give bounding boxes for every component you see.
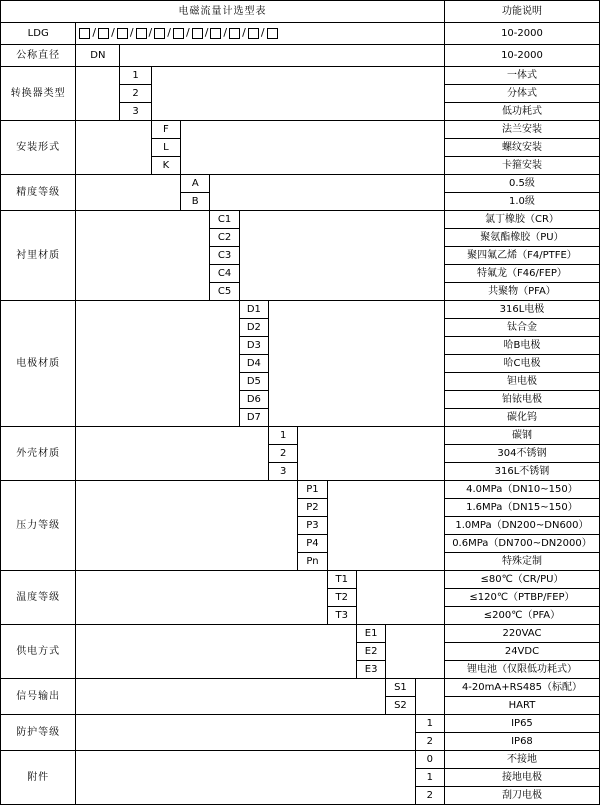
desc-lining-5: 共聚物（PFA） bbox=[444, 283, 599, 301]
desc-converter-2: 分体式 bbox=[444, 85, 599, 103]
desc-pressure-4: 0.6MPa（DN700~DN2000） bbox=[444, 535, 599, 553]
code-housing-3: 3 bbox=[269, 463, 298, 481]
desc-electrode-3: 哈B电极 bbox=[444, 337, 599, 355]
code-lining-4: C4 bbox=[210, 265, 239, 283]
code-box bbox=[117, 28, 128, 39]
desc-protection-1: IP65 bbox=[444, 715, 599, 733]
code-box bbox=[192, 28, 203, 39]
code-pressure-1: P1 bbox=[298, 481, 327, 499]
code-pressure-2: P2 bbox=[298, 499, 327, 517]
code-box bbox=[229, 28, 240, 39]
desc-electrode-1: 316L电极 bbox=[444, 301, 599, 319]
category-accessories: 附件 bbox=[1, 751, 76, 805]
code-protection-1: 1 bbox=[415, 715, 444, 733]
model-prefix: LDG bbox=[1, 23, 76, 45]
code-electrode-2: D2 bbox=[239, 319, 268, 337]
category-converter-type: 转换器类型 bbox=[1, 67, 76, 121]
desc-mounting-2: 螺纹安装 bbox=[444, 139, 599, 157]
desc-lining-1: 氯丁橡胶（CR） bbox=[444, 211, 599, 229]
desc-housing-1: 碳钢 bbox=[444, 427, 599, 445]
code-power-3: E3 bbox=[356, 661, 385, 679]
category-accuracy-class: 精度等级 bbox=[1, 175, 76, 211]
code-electrode-1: D1 bbox=[239, 301, 268, 319]
code-separator: / bbox=[148, 26, 153, 40]
code-box bbox=[136, 28, 147, 39]
desc-converter-1: 一体式 bbox=[444, 67, 599, 85]
code-accessory-2: 1 bbox=[415, 769, 444, 787]
code-electrode-7: D7 bbox=[239, 409, 268, 427]
code-separator: / bbox=[223, 26, 228, 40]
desc-mounting-1: 法兰安装 bbox=[444, 121, 599, 139]
desc-electrode-5: 钽电极 bbox=[444, 373, 599, 391]
code-signal-2: S2 bbox=[386, 697, 415, 715]
desc-accessory-3: 刮刀电极 bbox=[444, 787, 599, 805]
code-mounting-1: F bbox=[151, 121, 180, 139]
desc-protection-2: IP68 bbox=[444, 733, 599, 751]
code-box bbox=[154, 28, 165, 39]
spacer-cell bbox=[76, 481, 298, 571]
desc-pressure-3: 1.0MPa（DN200~DN600） bbox=[444, 517, 599, 535]
spacer-cell bbox=[76, 427, 269, 481]
code-pressure-5: Pn bbox=[298, 553, 327, 571]
function-header: 功能说明 bbox=[444, 1, 599, 23]
desc-signal-1: 4-20mA+RS485（标配） bbox=[444, 679, 599, 697]
code-power-1: E1 bbox=[356, 625, 385, 643]
code-accuracy-1: A bbox=[181, 175, 210, 193]
spacer-cell bbox=[76, 571, 327, 625]
code-box bbox=[248, 28, 259, 39]
code-box bbox=[79, 28, 90, 39]
code-power-2: E2 bbox=[356, 643, 385, 661]
spacer-cell bbox=[76, 67, 120, 121]
code-electrode-6: D6 bbox=[239, 391, 268, 409]
desc-signal-2: HART bbox=[444, 697, 599, 715]
code-lining-5: C5 bbox=[210, 283, 239, 301]
desc-pressure-1: 4.0MPa（DN10~150） bbox=[444, 481, 599, 499]
desc-converter-3: 低功耗式 bbox=[444, 103, 599, 121]
desc-mounting-3: 卡箍安装 bbox=[444, 157, 599, 175]
spacer-cell bbox=[181, 121, 445, 175]
code-temperature-2: T2 bbox=[327, 589, 356, 607]
desc-accessory-2: 接地电极 bbox=[444, 769, 599, 787]
spacer-cell bbox=[76, 121, 151, 175]
code-electrode-4: D4 bbox=[239, 355, 268, 373]
spacer-cell bbox=[76, 625, 357, 679]
model-code-pattern bbox=[76, 23, 445, 45]
code-housing-1: 1 bbox=[269, 427, 298, 445]
spacer-cell bbox=[210, 175, 445, 211]
category-housing-material: 外壳材质 bbox=[1, 427, 76, 481]
desc-dn-range: 10-2000 bbox=[444, 23, 599, 45]
spacer-cell bbox=[415, 679, 444, 715]
desc-temperature-3: ≤200℃（PFA） bbox=[444, 607, 599, 625]
code-box bbox=[173, 28, 184, 39]
code-accessory-1: 0 bbox=[415, 751, 444, 769]
code-electrode-5: D5 bbox=[239, 373, 268, 391]
code-signal-1: S1 bbox=[386, 679, 415, 697]
code-converter-3: 3 bbox=[120, 103, 151, 121]
spacer-cell bbox=[269, 301, 445, 427]
code-pressure-4: P4 bbox=[298, 535, 327, 553]
code-housing-2: 2 bbox=[269, 445, 298, 463]
desc-dn-range-2: 10-2000 bbox=[444, 45, 599, 67]
desc-accuracy-2: 1.0级 bbox=[444, 193, 599, 211]
code-temperature-1: T1 bbox=[327, 571, 356, 589]
desc-housing-3: 316L不锈钢 bbox=[444, 463, 599, 481]
code-protection-2: 2 bbox=[415, 733, 444, 751]
code-temperature-3: T3 bbox=[327, 607, 356, 625]
code-separator: / bbox=[92, 26, 97, 40]
code-box bbox=[98, 28, 109, 39]
code-separator: / bbox=[260, 26, 265, 40]
page-title: 电磁流量计选型表 bbox=[1, 1, 445, 23]
spacer-cell bbox=[151, 67, 444, 121]
desc-temperature-1: ≤80℃（CR/PU） bbox=[444, 571, 599, 589]
code-electrode-3: D3 bbox=[239, 337, 268, 355]
code-pressure-3: P3 bbox=[298, 517, 327, 535]
code-separator: / bbox=[242, 26, 246, 40]
spacer-cell bbox=[76, 211, 210, 301]
spacer-cell bbox=[76, 679, 386, 715]
desc-electrode-2: 钛合金 bbox=[444, 319, 599, 337]
spacer-cell bbox=[356, 571, 444, 625]
code-separator: / bbox=[204, 26, 209, 40]
code-lining-1: C1 bbox=[210, 211, 239, 229]
spacer-cell bbox=[76, 175, 181, 211]
category-signal-output: 信号输出 bbox=[1, 679, 76, 715]
desc-temperature-2: ≤120℃（PTBP/FEP） bbox=[444, 589, 599, 607]
spacer-cell bbox=[76, 751, 415, 805]
spacer-cell bbox=[239, 211, 444, 301]
spacer-cell bbox=[327, 481, 444, 571]
code-accessory-3: 2 bbox=[415, 787, 444, 805]
code-separator: / bbox=[111, 26, 115, 40]
code-lining-3: C3 bbox=[210, 247, 239, 265]
desc-lining-3: 聚四氟乙烯（F4/PTFE） bbox=[444, 247, 599, 265]
spacer-cell bbox=[298, 427, 445, 481]
desc-power-1: 220VAC bbox=[444, 625, 599, 643]
desc-accuracy-1: 0.5级 bbox=[444, 175, 599, 193]
code-converter-2: 2 bbox=[120, 85, 151, 103]
desc-electrode-4: 哈C电极 bbox=[444, 355, 599, 373]
spacer-cell bbox=[120, 45, 445, 67]
category-protection-class: 防护等级 bbox=[1, 715, 76, 751]
category-temperature-rating: 温度等级 bbox=[1, 571, 76, 625]
desc-power-2: 24VDC bbox=[444, 643, 599, 661]
category-mounting-type: 安装形式 bbox=[1, 121, 76, 175]
spacer-cell bbox=[76, 301, 239, 427]
code-converter-1: 1 bbox=[120, 67, 151, 85]
code-separator: / bbox=[167, 26, 171, 40]
code-lining-2: C2 bbox=[210, 229, 239, 247]
code-box bbox=[267, 28, 278, 39]
code-separator: / bbox=[185, 26, 190, 40]
code-mounting-3: K bbox=[151, 157, 180, 175]
desc-lining-2: 聚氨酯橡胶（PU） bbox=[444, 229, 599, 247]
desc-electrode-7: 碳化钨 bbox=[444, 409, 599, 427]
desc-electrode-6: 铂铱电极 bbox=[444, 391, 599, 409]
code-box bbox=[210, 28, 221, 39]
desc-power-3: 锂电池（仅限低功耗式） bbox=[444, 661, 599, 679]
desc-lining-4: 特氟龙（F46/FEP） bbox=[444, 265, 599, 283]
spacer-cell bbox=[386, 625, 445, 679]
category-lining-material: 衬里材质 bbox=[1, 211, 76, 301]
category-power-supply: 供电方式 bbox=[1, 625, 76, 679]
desc-accessory-1: 不接地 bbox=[444, 751, 599, 769]
desc-housing-2: 304不锈钢 bbox=[444, 445, 599, 463]
desc-pressure-5: 特殊定制 bbox=[444, 553, 599, 571]
code-accuracy-2: B bbox=[181, 193, 210, 211]
code-dn: DN bbox=[76, 45, 120, 67]
category-electrode-material: 电极材质 bbox=[1, 301, 76, 427]
desc-pressure-2: 1.6MPa（DN15~150） bbox=[444, 499, 599, 517]
code-mounting-2: L bbox=[151, 139, 180, 157]
spacer-cell bbox=[76, 715, 415, 751]
code-separator: / bbox=[129, 26, 134, 40]
category-nominal-diameter: 公称直径 bbox=[1, 45, 76, 67]
category-pressure-rating: 压力等级 bbox=[1, 481, 76, 571]
